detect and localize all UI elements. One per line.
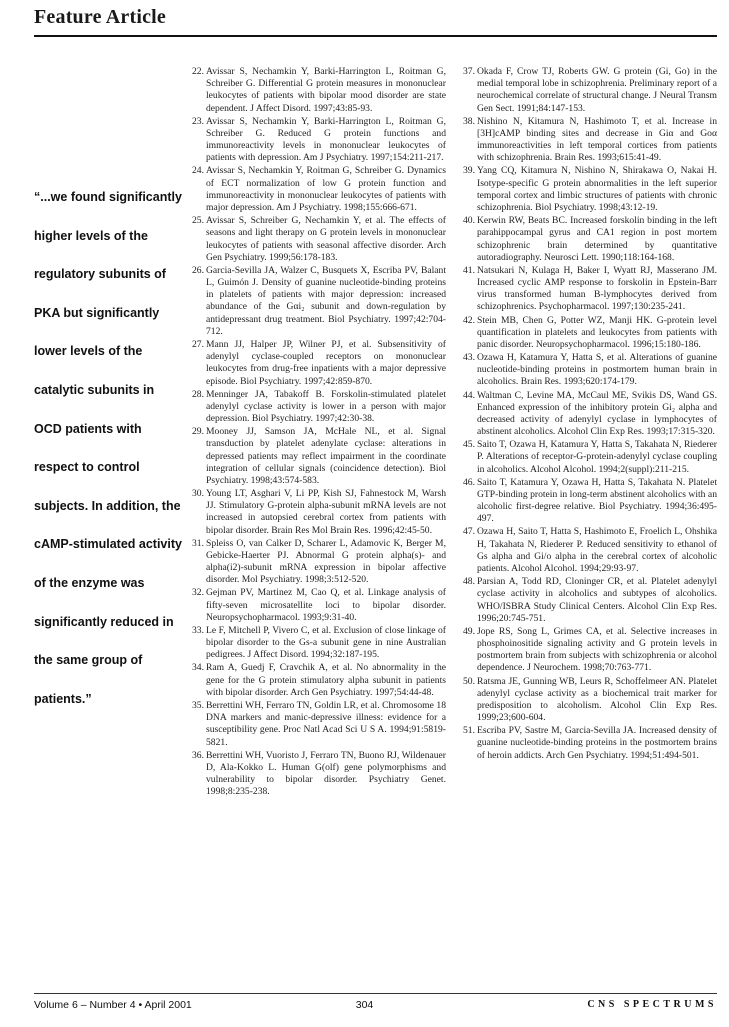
reference-item (186, 426, 446, 487)
reference-text: Berrettini WH, Ferraro TN, Goldin LR, et al. Chromosome 18 DNA markers and manic-depressive illness: evidence for a susceptibility gene. Proc Natl Acad Sci U S A. 1994;91:5819-5821. (206, 699, 446, 748)
reference-number: 27. (192, 338, 204, 350)
references-column-left (186, 66, 446, 799)
reference-item (457, 676, 717, 725)
reference-number: 42. (463, 314, 475, 326)
reference-item (186, 625, 446, 662)
header-divider (34, 35, 717, 37)
reference-item (186, 339, 446, 388)
reference-number: 23. (192, 115, 204, 127)
reference-number: 33. (192, 624, 204, 636)
reference-number: 31. (192, 537, 204, 549)
reference-number: 51. (463, 725, 475, 737)
journal-name: CNS SPECTRUMS (587, 999, 717, 1010)
reference-item (457, 165, 717, 214)
reference-number: 30. (192, 488, 204, 500)
reference-text: Mooney JJ, Samson JA, McHale NL, et al. Signal transduction by platelet adenylate cyclase: alterations in depressed patients may reflect impairment in the coordinate integration of cellular signals (coincidence detection). Biol Psychiatry. 1998;43:574-583. (206, 426, 446, 486)
reference-item (457, 352, 717, 389)
reference-item (457, 576, 717, 625)
section-title: Feature Article (34, 6, 167, 28)
reference-number: 32. (192, 587, 204, 599)
reference-item (457, 439, 717, 476)
reference-number: 44. (463, 389, 475, 401)
reference-text: Jope RS, Song L, Grimes CA, et al. Selective increases in phosphoinositide signaling activity and G protein levels in postmortem brain from subjects with schizophrenia or alcohol dependence. J Neurochem. 1998;70:763-771. (477, 625, 717, 674)
reference-item (186, 488, 446, 537)
reference-text: Okada F, Crow TJ, Roberts GW. G protein (Gi, Go) in the medial temporal lobe in schizophrenia. Preliminary report of a neurochemical correlate of structural change. J Neural Transm Gen Sect. 1991;84:147-153. (477, 66, 717, 114)
reference-number: 47. (463, 526, 475, 538)
reference-number: 43. (463, 352, 475, 364)
reference-text: Ozawa H, Katamura Y, Hatta S, et al. Alterations of guanine nucleotide-binding proteins in postmortem human brain in alcoholics. Brain Res. 1993;620:174-179. (477, 352, 717, 388)
reference-text: Young LT, Asghari V, Li PP, Kish SJ, Fahnestock M, Warsh JJ. Stimulatory G-protein alpha-subunit mRNA levels are not increased in autopsied cerebral cortex from patients with bipolar disorder. Brain Res Mol Brain Res. 1996;42:45-50. (206, 488, 446, 536)
page-number: 304 (355, 999, 374, 1011)
reference-number: 39. (463, 165, 475, 177)
reference-text: Parsian A, Todd RD, Cloninger CR, et al. Platelet adenylyl cyclase activity in alcoholics and subtypes of alcoholics. WHO/ISBRA Study Clinical Centers. Alcohol Clin Exp Res. 1996;20:745-751. (477, 576, 717, 624)
reference-number: 35. (192, 699, 204, 711)
reference-item (186, 265, 446, 338)
reference-item (186, 66, 446, 115)
pull-quote: “...we found significantly higher levels of the regulatory subunits of PKA but significantly lower levels of the catalytic subunits in OCD patients with respect to control subjects. In addition, the cAMP-stimulated activity of the enzyme was significantly reduced in the same group of patients.” (34, 190, 182, 706)
reference-number: 37. (463, 66, 475, 77)
reference-item (457, 265, 717, 314)
reference-number: 24. (192, 165, 204, 177)
reference-text: Gejman PV, Martinez M, Cao Q, et al. Linkage analysis of fifty-seven microsatellite loci to bipolar disorder. Neuropsychopharmacol. 1993;9:31-40. (206, 587, 446, 623)
reference-number: 41. (463, 264, 475, 276)
reference-number: 40. (463, 215, 475, 227)
reference-text: Ram A, Guedj F, Cravchik A, et al. No abnormality in the gene for the G protein stimulatory alpha subunit in patients with bipolar disorder. Arch Gen Psychiatry. 1997;54:44-48. (206, 662, 446, 698)
reference-number: 28. (192, 388, 204, 400)
issue-info: Volume 6 – Number 4 • April 2001 (34, 999, 192, 1011)
reference-number: 48. (463, 576, 475, 588)
reference-number: 46. (463, 476, 475, 488)
reference-item (457, 477, 717, 526)
reference-text: Mann JJ, Halper JP, Wilner PJ, et al. Subsensitivity of adenylyl cyclase-coupled receptors on mononuclear leukocytes from drug-free inpatients with a major depressive episode. Biol Psychiatry. 1997;42:859-870. (206, 338, 446, 387)
reference-text: Spleiss O, van Calker D, Scharer L, Adamovic K, Berger M, Gebicke-Haerter PJ. Abnormal G protein alpha(s)- and alpha(i2)-subunit mRNA expression in bipolar affective disorder. Mol Psychiatry. 1998;3:512-520. (206, 537, 446, 586)
reference-text: Avissar S, Nechamkin Y, Barki-Harrington L, Roitman G, Schreiber G. Reduced G protein functions and immunoreactivity levels in mononuclear leukocytes of patients with depression. Am J Psychiatry. 1997;154:211-217. (206, 115, 446, 164)
reference-text: Berrettini WH, Vuoristo J, Ferraro TN, Buono RJ, Wildenauer D, Ala-Kokko L. Human G(olf) gene polymorphisms and vulnerability to bipolar disorder. Psychiatry Genet. 1998;8:235-238. (206, 749, 446, 798)
reference-number: 36. (192, 749, 204, 761)
reference-number: 38. (463, 115, 475, 127)
reference-number: 34. (192, 662, 204, 674)
reference-text: Avissar S, Nechamkin Y, Roitman G, Schreiber G. Dynamics of ECT normalization of low G protein function and immunoreactivity in mononuclear leukocytes of patients with major depression. Am J Psychiatry. 1998;155:666-671. (206, 165, 446, 214)
reference-item (186, 116, 446, 165)
reference-text: Stein MB, Chen G, Potter WZ, Manji HK. G-protein level quantification in platelets and leukocytes from patients with panic disorder. Neuropsychopharmacol. 1996;15:180-186. (477, 314, 717, 350)
reference-text: Le F, Mitchell P, Vivero C, et al. Exclusion of close linkage of bipolar disorder to the Gs-a subunit gene in nine Australian pedigrees. J Affect Disord. 1994;32:187-195. (206, 624, 446, 661)
reference-text: Yang CQ, Kitamura N, Nishino N, Shirakawa O, Nakai H. Isotype-specific G protein abnormalities in the left superior temporal cortex and limbic structures of patients with chronic schizophrenia. Biol Psychiatry. 1998;43:12-19. (477, 165, 717, 214)
footer-divider (34, 993, 717, 994)
reference-item (186, 215, 446, 264)
reference-text: Kerwin RW, Beats BC. Increased forskolin binding in the left parahippocampal gyrus and CA1 region in post mortem schizophrenic brain determined by quantitative autoradiography. Neurosci Lett. 1990;118:164-168. (477, 215, 717, 263)
reference-item (457, 66, 717, 115)
reference-item (457, 390, 717, 439)
reference-text: Saito T, Katamura Y, Ozawa H, Hatta S, Takahata N. Platelet GTP-binding protein in long-term abstinent alcoholics with an alcoholic first-degree relative. Biol Psychiatry. 1994;36:495-497. (477, 476, 717, 525)
reference-text: Waltman C, Levine MA, McCaul ME, Svikis DS, Wand GS. Enhanced expression of the inhibitory protein Gi₂ alpha and decreased activity of adenylyl cyclase in lymphocytes of abstinent alcoholics. Alcohol Clin Exp Res. 1993;17:315-320. (477, 389, 717, 438)
reference-number: 50. (463, 675, 475, 687)
reference-number: 45. (463, 439, 475, 451)
reference-text: Ozawa H, Saito T, Hatta S, Hashimoto E, Froelich L, Ohshika H, Takahata N, Riederer P. Reduced sensitivity to ethanol of Gs alpha and Gi/o alpha in the cerebral cortex of alcoholic patients. Alcohol Alcohol. 1994;29:93-97. (477, 526, 717, 575)
reference-text: Saito T, Ozawa H, Katamura Y, Hatta S, Takahata N, Riederer P. Alterations of receptor-G-protein-adenylyl cyclase coupling in alcoholics. Alcohol Alcohol. 1994;2(suppl):211-215. (477, 439, 717, 475)
reference-item (457, 626, 717, 675)
reference-item (457, 315, 717, 352)
reference-text: Menninger JA, Tabakoff B. Forskolin-stimulated platelet adenylyl cyclase activity is lower in a person with major depression. Biol Psychiatry. 1997;42:30-38. (206, 388, 446, 425)
reference-item (457, 116, 717, 165)
references-column-right (457, 66, 717, 763)
reference-number: 29. (192, 426, 204, 438)
reference-item (186, 700, 446, 749)
reference-text: Nishino N, Kitamura N, Hashimoto T, et al. Increase in [3H]cAMP binding sites and decrease in Giα and Goα immunoreactivities in left temporal cortices from patients with schizophrenia. Brain Res. 1993;615:41-49. (477, 115, 717, 164)
reference-number: 22. (192, 66, 204, 77)
reference-item (457, 215, 717, 264)
reference-item (186, 662, 446, 699)
reference-item (186, 750, 446, 799)
reference-item (186, 538, 446, 587)
reference-text: Escriba PV, Sastre M, Garcia-Sevilla JA. Increased density of guanine nucleotide-binding proteins in the postmortem brains of heroin addicts. Arch Gen Psychiatry. 1994;51:494-501. (477, 725, 717, 761)
reference-item (457, 725, 717, 762)
reference-number: 26. (192, 264, 204, 276)
reference-item (186, 389, 446, 426)
reference-item (457, 526, 717, 575)
reference-number: 49. (463, 625, 475, 637)
reference-text: Avissar S, Nechamkin Y, Barki-Harrington L, Roitman G, Schreiber G. Differential G protein measures in mononuclear leukocytes of patients with bipolar mood disorder are state dependent. J Affect Disord. 1997;43:85-93. (206, 66, 446, 114)
reference-item (186, 587, 446, 624)
reference-text: Ratsma JE, Gunning WB, Leurs R, Schoffelmeer AN. Platelet adenylyl cyclase activity as a biochemical trait marker for predisposition to alcoholism. Alcohol Clin Exp Res. 1999;23;600-604. (477, 675, 717, 724)
reference-text: Garcia-Sevilla JA, Walzer C, Busquets X, Escriba PV, Balant L, Guimón J. Density of guanine nucleotide-binding proteins in platelets of patients with major depression: increased abundance of the Gαi₂ subunit and down-regulation by antidepressant drug treatment. Biol Psychiatry. 1997;42:704-712. (206, 264, 446, 337)
reference-text: Natsukari N, Kulaga H, Baker I, Wyatt RJ, Masserano JM. Increased cyclic AMP response to forskolin in Epstein-Barr virus transformed human B-lymphocytes derived from schizophrenics. Psychopharmacol. 1997;130:235-241. (477, 264, 717, 313)
reference-item (186, 165, 446, 214)
reference-text: Avissar S, Schreiber G, Nechamkin Y, et al. The effects of seasons and light therapy on G protein levels in mononuclear leukocytes of patients with seasonal affective disorder. Arch Gen Psychiatry. 1999;56:178-183. (206, 215, 446, 263)
reference-number: 25. (192, 215, 204, 227)
